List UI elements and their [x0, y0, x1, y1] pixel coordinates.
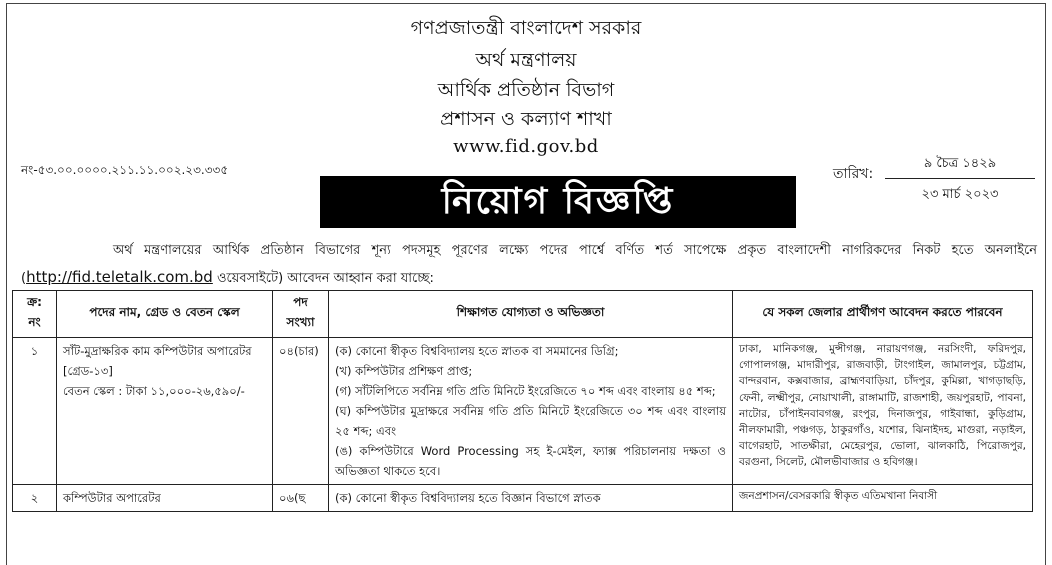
table-row	[13, 338, 1033, 485]
header-post-name: পদের নাম, গ্রেড ও বেতন স্কেল	[57, 291, 273, 338]
eligible-districts: ঢাকা, মানিকগঞ্জ, মুন্সীগঞ্জ, নারায়ণগঞ্জ, নরসিংদী, ফরিদপুর, গোপালগঞ্জ, মাদারীপুর, রাজবাড়ী, টাংগাইল, জামালপুর, চট্টগ্রাম, বান্দরবান, কক্সবাজার, ব্রাহ্মণবাড়িয়া, চাঁদপুর, কুমিল্লা, খাগড়াছড়ি, ফেনী, লক্ষ্মীপুর, নোয়াখালী, রাঙ্গামাটি, রাজশাহী, জয়পুরহাট, পাবনা, নাটোর, চাঁপাইনবাবগঞ্জ, রংপুর, দিনাজপুর, গাইবান্ধা, কুড়িগ্রাম, নীলফামারী, পঞ্চগড়, ঠাকুরগাঁও, যশোর, ঝিনাইদহ, মাগুরা, নড়াইল, বাগেরহাট, সাতক্ষীরা, মেহেরপুর, ভোলা, ঝালকাঠি, পিরোজপুর, বরগুনা, সিলেট, মৌলভীবাজার ও হবিগঞ্জ।	[733, 338, 1033, 485]
header-eligible-districts: যে সকল জেলার প্রার্থীগণ আবেদন করতে পারবেন	[733, 291, 1033, 338]
qualification-item: (ঘ) কম্পিউটার মুদ্রাক্ষরে সর্বনিম্ন গতি প্রতি মিনিটে ইংরেজিতে ৩০ শব্দ এবং বাংলায় ২৫ শব্দ; এবং	[335, 404, 726, 438]
qualification-item: (ক) কোনো স্বীকৃত বিশ্ববিদ্যালয় হতে বিজ্ঞান বিভাগে স্নাতক	[329, 485, 733, 512]
qualification-item: (খ) কম্পিউটার প্রশিক্ষণ প্রাপ্ত;	[335, 364, 473, 378]
date-bangla: ৯ চৈত্র ১৪২৯	[885, 154, 1035, 179]
qualification-item: (ক) কোনো স্বীকৃত বিশ্ববিদ্যালয় হতে স্নাতক বা সমমানের ডিগ্রি;	[335, 344, 619, 358]
post-name: কম্পিউটার অপারেটর	[57, 485, 273, 512]
teletalk-url-link[interactable]: http://fid.teletalk.com.bd	[26, 268, 213, 286]
row-post-cell	[57, 338, 273, 485]
post-count: ০৬(ছ	[273, 485, 329, 512]
table-row	[13, 485, 1033, 512]
govt-heading: গণপ্রজাতন্ত্রী বাংলাদেশ সরকার	[410, 17, 642, 39]
table-header-row	[13, 291, 1033, 338]
post-name: সাঁট-মুদ্রাক্ষরিক কাম কম্পিউটার অপারেটর	[63, 344, 252, 358]
row-serial: ২	[13, 485, 57, 512]
division-heading: আর্থিক প্রতিষ্ঠান বিভাগ	[437, 79, 615, 101]
qualification-item: (গ) সাঁটলিপিতে সর্বনিম্ন গতি প্রতি মিনিটে ইংরেজিতে ৭০ শব্দ এবং বাংলায় ৪৫ শব্দ;	[335, 384, 716, 398]
post-grade: [গ্রেড-১৩]	[63, 364, 113, 378]
recruitment-notice-banner: নিয়োগ বিজ্ঞপ্তি	[320, 176, 796, 228]
post-count: ০৪(চার)	[273, 338, 329, 485]
vacancy-table	[12, 290, 1033, 512]
header-qualification: শিক্ষাগত যোগ্যতা ও অভিজ্ঞতা	[329, 291, 733, 338]
post-pay-scale: বেতন স্কেল : টাকা ১১,০০০-২৬,৫৯০/-	[63, 384, 245, 398]
ministry-heading: অর্থ মন্ত্রণালয়	[475, 49, 577, 71]
intro-text-before: অর্থ মন্ত্রণালয়ের আর্থিক প্রতিষ্ঠান বিভাগের শূন্য পদসমূহ পূরণের লক্ষ্যে পদের পার্শ্বে বর্ণিত শর্ত সাপেক্ষে প্রকৃত বাংলাদেশী নাগরিকদের নিকট হতে অনলাইনে (	[21, 243, 1037, 286]
header-post-count: পদ সংখ্যা	[273, 291, 329, 338]
qualification-item: (ঙ) কম্পিউটারে Word Processing সহ ই-মেইল, ফ্যাক্স পরিচালনায় দক্ষতা ও অভিজ্ঞতা থাকতে হবে।	[335, 444, 726, 478]
website-link[interactable]: www.fid.gov.bd	[453, 136, 599, 157]
date-label: তারিখ:	[833, 166, 874, 182]
memo-number: নং-৫৩.০০.০০০০.২১১.১১.০০২.২৩.৩৩৫	[21, 163, 229, 177]
header-serial: ক্র: নং	[13, 291, 57, 338]
eligible-districts: জনপ্রশাসন/বেসরকারি স্বীকৃত এতিমখানা নিবাসী	[733, 485, 1033, 512]
intro-text-after: ওয়েবসাইটে) আবেদন আহ্বান করা যাচ্ছে:	[212, 271, 434, 286]
qualification-cell	[329, 338, 733, 485]
row-serial: ১	[13, 338, 57, 485]
date-block	[885, 154, 1035, 206]
date-english: ২৩ মার্চ ২০২৩	[921, 187, 999, 202]
branch-heading: প্রশাসন ও কল্যাণ শাখা	[440, 108, 612, 130]
intro-paragraph	[21, 237, 1037, 292]
